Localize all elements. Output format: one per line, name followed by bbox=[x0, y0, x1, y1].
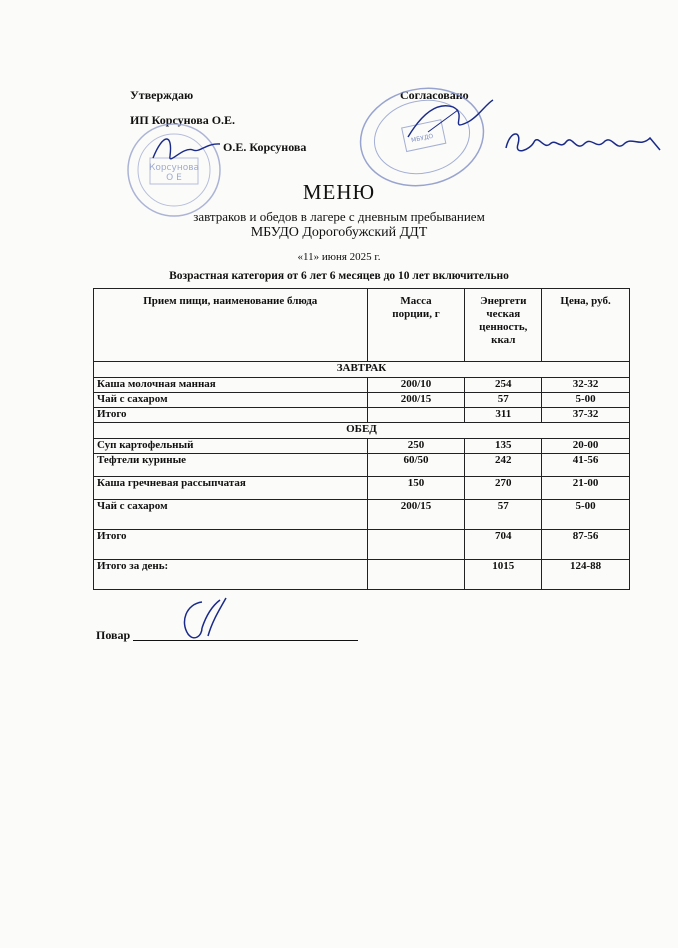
dish-name: Тефтели куриные bbox=[94, 454, 368, 477]
dish-mass: 200/10 bbox=[367, 378, 465, 393]
table-row bbox=[94, 439, 630, 454]
header-energy-line1: Энергети bbox=[480, 295, 527, 307]
section-row-lunch bbox=[94, 423, 630, 439]
dish-kcal: 57 bbox=[465, 500, 542, 530]
table-row bbox=[94, 378, 630, 393]
dish-kcal: 242 bbox=[465, 454, 542, 477]
total-mass-empty bbox=[367, 530, 465, 560]
dish-kcal: 135 bbox=[465, 439, 542, 454]
total-price: 87-56 bbox=[542, 530, 630, 560]
dish-name: Каша молочная манная bbox=[94, 378, 368, 393]
header-mass-line2: порции, г bbox=[392, 308, 440, 320]
total-kcal: 311 bbox=[465, 408, 542, 423]
table-row bbox=[94, 500, 630, 530]
day-total-mass-empty bbox=[367, 560, 465, 590]
header-dish: Прием пищи, наименование блюда bbox=[94, 289, 368, 362]
dish-kcal: 254 bbox=[465, 378, 542, 393]
table-row bbox=[94, 454, 630, 477]
dish-mass: 200/15 bbox=[367, 393, 465, 408]
subtitle-line-2: МБУДО Дорогобужский ДДТ bbox=[250, 225, 428, 240]
dish-name: Каша гречневая рассыпчатая bbox=[94, 477, 368, 500]
day-total-price: 124-88 bbox=[542, 560, 630, 590]
total-label: Итого bbox=[94, 530, 368, 560]
dish-kcal: 57 bbox=[465, 393, 542, 408]
svg-text:Корсунова: Корсунова bbox=[148, 163, 200, 173]
total-kcal: 704 bbox=[465, 530, 542, 560]
dish-price: 21-00 bbox=[542, 477, 630, 500]
approve-label: Утверждаю bbox=[130, 88, 194, 102]
dish-mass: 60/50 bbox=[367, 454, 465, 477]
header-mass bbox=[367, 289, 465, 362]
document-subtitle bbox=[0, 209, 678, 241]
dish-name: Чай с сахаром bbox=[94, 393, 368, 408]
approver-org: ИП Корсунова О.Е. bbox=[130, 113, 236, 127]
dish-price: 5-00 bbox=[542, 393, 630, 408]
cook-label: Повар bbox=[96, 628, 131, 642]
header-price: Цена, руб. bbox=[542, 289, 630, 362]
total-label: Итого bbox=[94, 408, 368, 423]
total-price: 37-32 bbox=[542, 408, 630, 423]
table-header-row bbox=[94, 289, 630, 362]
header-energy bbox=[465, 289, 542, 362]
document-title: МЕНЮ bbox=[302, 180, 376, 204]
cook-signature-line bbox=[133, 640, 358, 641]
dish-mass: 200/15 bbox=[367, 500, 465, 530]
svg-text:О Е: О Е bbox=[166, 173, 182, 183]
dish-kcal: 270 bbox=[465, 477, 542, 500]
header-energy-line4: ккал bbox=[491, 334, 516, 346]
section-row-breakfast bbox=[94, 362, 630, 378]
agree-label: Согласовано bbox=[400, 88, 469, 102]
section-breakfast-label: ЗАВТРАК bbox=[94, 362, 630, 378]
dish-mass: 150 bbox=[367, 477, 465, 500]
dish-price: 32-32 bbox=[542, 378, 630, 393]
dish-price: 41-56 bbox=[542, 454, 630, 477]
signature-right bbox=[500, 120, 670, 165]
lunch-total-row bbox=[94, 530, 630, 560]
approver-name: О.Е. Корсунова bbox=[223, 140, 307, 154]
day-total-kcal: 1015 bbox=[465, 560, 542, 590]
day-total-label: Итого за день: bbox=[94, 560, 368, 590]
dish-name: Чай с сахаром bbox=[94, 500, 368, 530]
table-row bbox=[94, 477, 630, 500]
svg-text:МБУДО: МБУДО bbox=[410, 132, 434, 145]
dish-mass: 250 bbox=[367, 439, 465, 454]
dish-price: 20-00 bbox=[542, 439, 630, 454]
dish-price: 5-00 bbox=[542, 500, 630, 530]
header-energy-line2: ческая bbox=[486, 308, 521, 320]
header-mass-line1: Масса bbox=[400, 295, 432, 307]
breakfast-total-row bbox=[94, 408, 630, 423]
signature-left bbox=[148, 128, 228, 168]
day-total-row bbox=[94, 560, 630, 590]
document-date: «11» июня 2025 г. bbox=[297, 251, 381, 263]
signature-center bbox=[398, 92, 498, 152]
header-energy-line3: ценность, bbox=[479, 321, 528, 333]
subtitle-line-1: завтраков и обедов в лагере с дневным пребыванием bbox=[193, 209, 485, 224]
dish-name: Суп картофельный bbox=[94, 439, 368, 454]
signature-cook bbox=[172, 592, 232, 647]
section-lunch-label: ОБЕД bbox=[94, 423, 630, 439]
total-mass-empty bbox=[367, 408, 465, 423]
age-category: Возрастная категория от 6 лет 6 месяцев до 10 лет включительно bbox=[169, 270, 509, 282]
table-row bbox=[94, 393, 630, 408]
menu-table bbox=[93, 288, 630, 590]
